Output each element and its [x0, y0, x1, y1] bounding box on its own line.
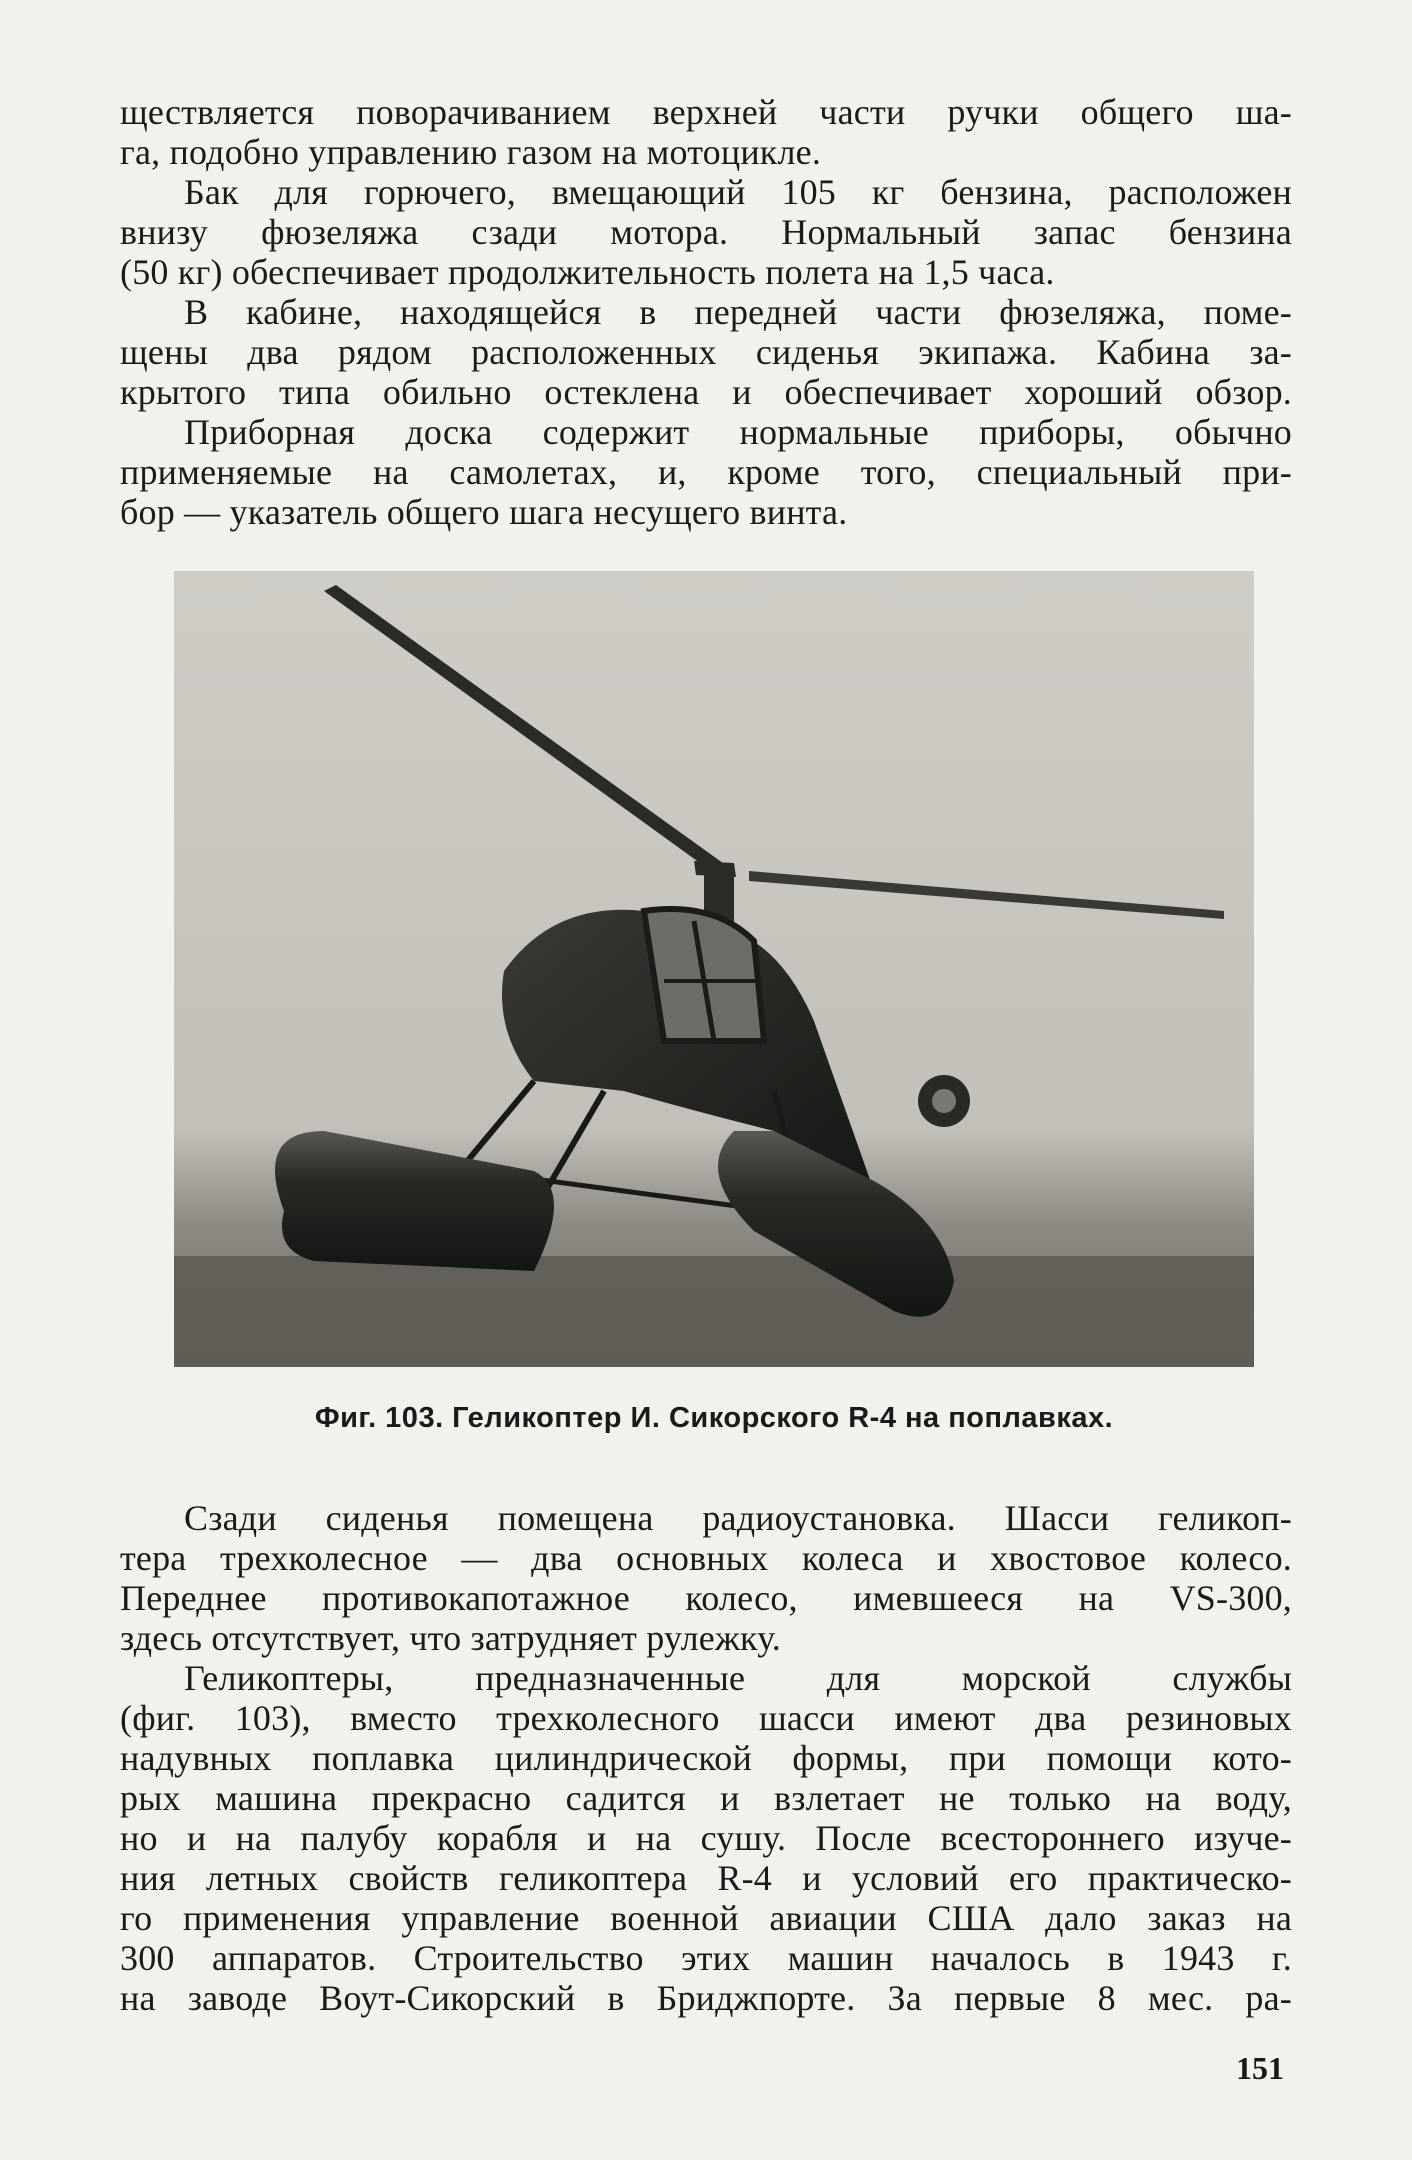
text-line: рых машина прекрасно садится и взлетает не только на воду, — [120, 1778, 1292, 1818]
text-line: бор — указатель общего шага несущего винта. — [120, 492, 848, 532]
text-line: Бак для горючего, вмещающий 105 кг бензина, расположен — [184, 172, 1292, 212]
helicopter-photo — [174, 571, 1254, 1367]
page-number: 151 — [1236, 2050, 1284, 2086]
top-text-block — [120, 92, 1292, 532]
text-line: щены два рядом расположенных сиденья экипажа. Кабина за- — [120, 332, 1292, 372]
figure-caption: Фиг. 103. Геликоптер И. Сикорского R-4 на поплавках. — [314, 1402, 1114, 1434]
text-line: но и на палубу корабля и на сушу. После всестороннего изуче- — [120, 1818, 1292, 1858]
text-line: (50 кг) обеспечивает продолжительность полета на 1,5 часа. — [120, 252, 1055, 292]
text-line: на заводе Воут-Сикорский в Бриджпорте. За первые 8 мес. ра- — [120, 1978, 1292, 2018]
text-line: Приборная доска содержит нормальные приборы, обычно — [184, 412, 1292, 452]
text-line: тера трехколесное — два основных колеса и хвостовое колесо. — [120, 1538, 1292, 1578]
paragraph — [120, 1498, 1292, 1658]
text-line: крытого типа обильно остеклена и обеспечивает хороший обзор. — [120, 372, 1292, 412]
paragraph — [120, 1658, 1292, 2018]
text-line: Переднее противокапотажное колесо, имевшееся на VS-300, — [120, 1578, 1292, 1618]
text-line: здесь отсутствует, что затрудняет рулежку. — [120, 1618, 781, 1658]
text-line: га, подобно управлению газом на мотоцикле. — [120, 132, 822, 172]
text-line: 300 аппаратов. Строительство этих машин началось в 1943 г. — [120, 1938, 1292, 1978]
text-line: Сзади сиденья помещена радиоустановка. Шасси геликоп- — [184, 1498, 1292, 1538]
text-line: В кабине, находящейся в передней части фюзеляжа, поме- — [184, 292, 1292, 332]
bottom-text-block — [120, 1498, 1292, 2018]
text-line: ществляется поворачиванием верхней части ручки общего ша- — [120, 92, 1292, 132]
text-line: ния летных свойств геликоптера R-4 и условий его практическо- — [120, 1858, 1292, 1898]
paragraph — [120, 172, 1292, 292]
paragraph — [120, 292, 1292, 412]
text-line: Геликоптеры, предназначенные для морской службы — [184, 1658, 1292, 1698]
text-line: (фиг. 103), вместо трехколесного шасси имеют два резиновых — [120, 1698, 1292, 1738]
paragraph — [120, 412, 1292, 532]
text-line: внизу фюзеляжа сзади мотора. Нормальный запас бензина — [120, 212, 1292, 252]
paragraph — [120, 92, 1292, 172]
text-line: применяемые на самолетах, и, кроме того, специальный при- — [120, 452, 1292, 492]
text-line: надувных поплавка цилиндрической формы, при помощи кото- — [120, 1738, 1292, 1778]
text-line: го применения управление военной авиации США дало заказ на — [120, 1898, 1292, 1938]
